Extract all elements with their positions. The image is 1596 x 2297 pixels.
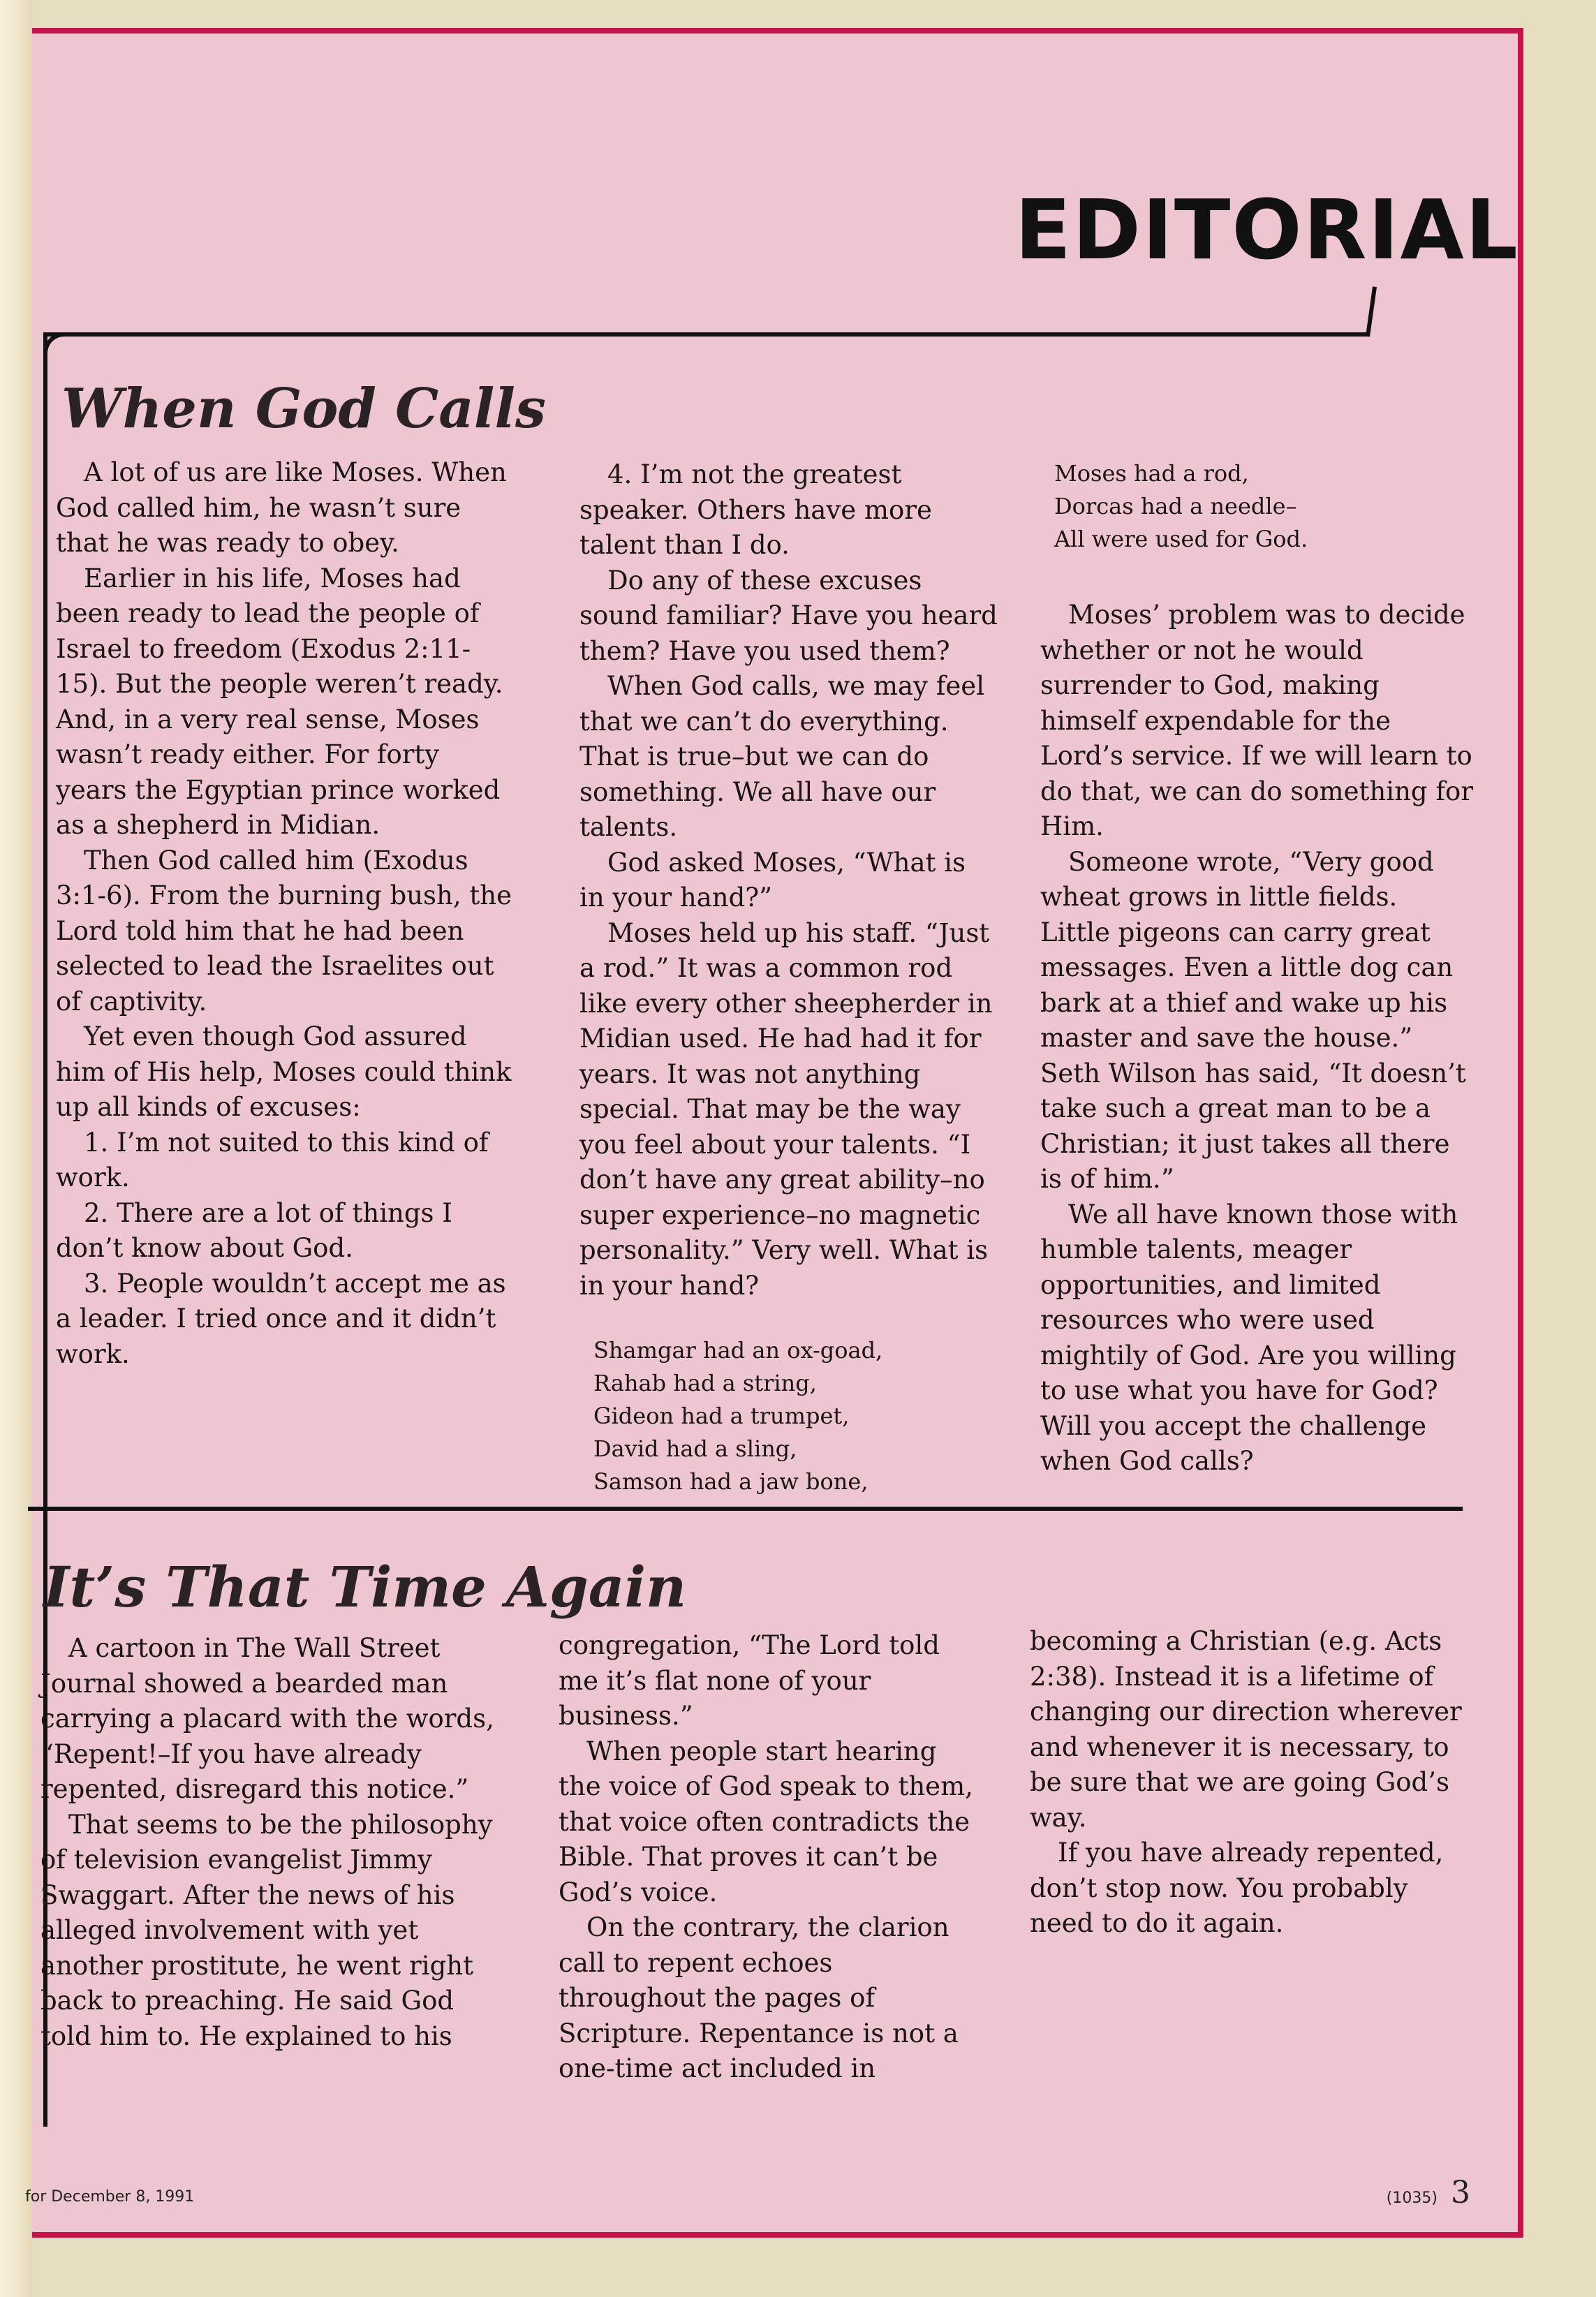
article-title-its-that-time-again: It’s That Time Again xyxy=(43,1554,687,1620)
poem-line: Dorcas had a needle– xyxy=(1054,493,1297,519)
poem-line: Shamgar had an ox-goad, xyxy=(593,1337,883,1364)
paragraph: Do any of these excuses sound familiar? Have you heard them? Have you used them? xyxy=(579,565,998,666)
paragraph: 3. People wouldn’t accept me as a leader. I tried once and it didn’t work. xyxy=(56,1268,506,1369)
article-title-when-god-calls: When God Calls xyxy=(61,377,546,441)
frame-rule-top xyxy=(43,332,1370,337)
article1-column-1 xyxy=(56,455,517,1372)
paragraph: If you have already repented, don’t stop now. You probably need to do it again. xyxy=(1030,1838,1444,1938)
paragraph: 4. I’m not the greatest speaker. Others have more talent than I do. xyxy=(579,459,932,560)
page-number: 3 xyxy=(1451,2175,1470,2210)
article1-column-2 xyxy=(579,457,998,1498)
paragraph: When God calls, we may feel that we can’t do everything. That is true–but we can do something. We all have our talents. xyxy=(579,671,985,842)
paragraph: 1. I’m not suited to this kind of work. xyxy=(56,1127,489,1192)
article2-column-3 xyxy=(1030,1624,1463,1942)
paragraph: Then God called him (Exodus 3:1-6). From the burning bush, the Lord told him that he had been selected to lead the Israelites out of captivity. xyxy=(56,845,512,1017)
paragraph: A lot of us are like Moses. When God called him, he wasn’t sure that he was ready to obey. xyxy=(56,457,507,558)
poem-line: Gideon had a trumpet, xyxy=(593,1403,850,1429)
article2-column-2 xyxy=(559,1628,977,2087)
poem-line: Moses had a rod, xyxy=(1054,460,1249,487)
paragraph: Yet even though God assured him of His help, Moses could think up all kinds of excuses: xyxy=(56,1021,512,1122)
paragraph: We all have known those with humble talents, meager opportunities, and limited resources who were used mightily of God. Are you willing to use what you have for God? Will you accept the challenge when God calls? xyxy=(1040,1199,1458,1476)
poem-line: All were used for God. xyxy=(1054,526,1308,552)
issue-date: for December 8, 1991 xyxy=(25,2188,195,2206)
paragraph: Earlier in his life, Moses had been ready to lead the people of Israel to freedom (Exodus 2:11-15). But the people weren’t ready. And, in a very real sense, Moses wasn’t ready either. For forty years the Egyptian prince worked as a shepherd in Midian. xyxy=(56,563,503,840)
paragraph: becoming a Christian (e.g. Acts 2:38). Instead it is a lifetime of changing our direction wherever and whenever it is necessary, to be sure that we are going God’s way. xyxy=(1030,1626,1462,1833)
paragraph: congregation, “The Lord told me it’s flat none of your business.” xyxy=(559,1630,940,1731)
poem-stanza-1 xyxy=(593,1334,998,1498)
poem-line: Rahab had a string, xyxy=(593,1370,817,1396)
poem-line: David had a sling, xyxy=(593,1435,797,1462)
section-divider xyxy=(28,1507,1463,1511)
paragraph: A cartoon in The Wall Street Journal showed a bearded man carrying a placard with the words, “Repent!–If you have already repented, disregard this notice.” xyxy=(40,1633,494,1804)
article1-column-3 xyxy=(1040,457,1473,1479)
paragraph: That seems to be the philosophy of television evangelist Jimmy Swaggart. After the news of his alleged involvement with yet another prostitute, he went right back to preaching. He said God told him to. He explained to his xyxy=(40,1809,493,2051)
paragraph: On the contrary, the clarion call to repent echoes throughout the pages of Scripture. Repentance is not a one-time act included in xyxy=(559,1912,959,2083)
paragraph: When people start hearing the voice of God speak to them, that voice often contradicts the Bible. That proves it can’t be God’s voice. xyxy=(559,1736,973,1907)
paragraph: Moses held up his staff. “Just a rod.” It was a common rod like every other sheepherder in Midian used. He had had it for years. It was not anything special. That may be the way you feel about your talents. “I don’t have any great ability–no super experience–no magnetic personality.” Very well. What is in your hand? xyxy=(579,917,993,1301)
paragraph: Someone wrote, “Very good wheat grows in little fields. Little pigeons can carry great messages. Even a little dog can bark at a thief and wake up his master and save the house.” Seth Wilson has said, “It doesn’t take such a great man to be a Christian; it just takes all there is of him.” xyxy=(1040,846,1466,1194)
paragraph: Moses’ problem was to decide whether or not he would surrender to God, making himself expendable for the Lord’s service. If we will learn to do that, we can do something for Him. xyxy=(1040,600,1474,841)
paragraph: 2. There are a lot of things I don’t know about God. xyxy=(56,1197,452,1263)
poem-stanza-2 xyxy=(1054,457,1473,556)
page-number-block xyxy=(1387,2175,1470,2210)
paragraph: God asked Moses, “What is in your hand?” xyxy=(579,847,966,913)
article2-column-1 xyxy=(40,1631,501,2054)
editorial-header: EDITORIAL xyxy=(1014,182,1519,278)
page-edge xyxy=(0,0,32,2297)
page-code: (1035) xyxy=(1386,2189,1438,2207)
poem-line: Samson had a jaw bone, xyxy=(593,1468,869,1495)
